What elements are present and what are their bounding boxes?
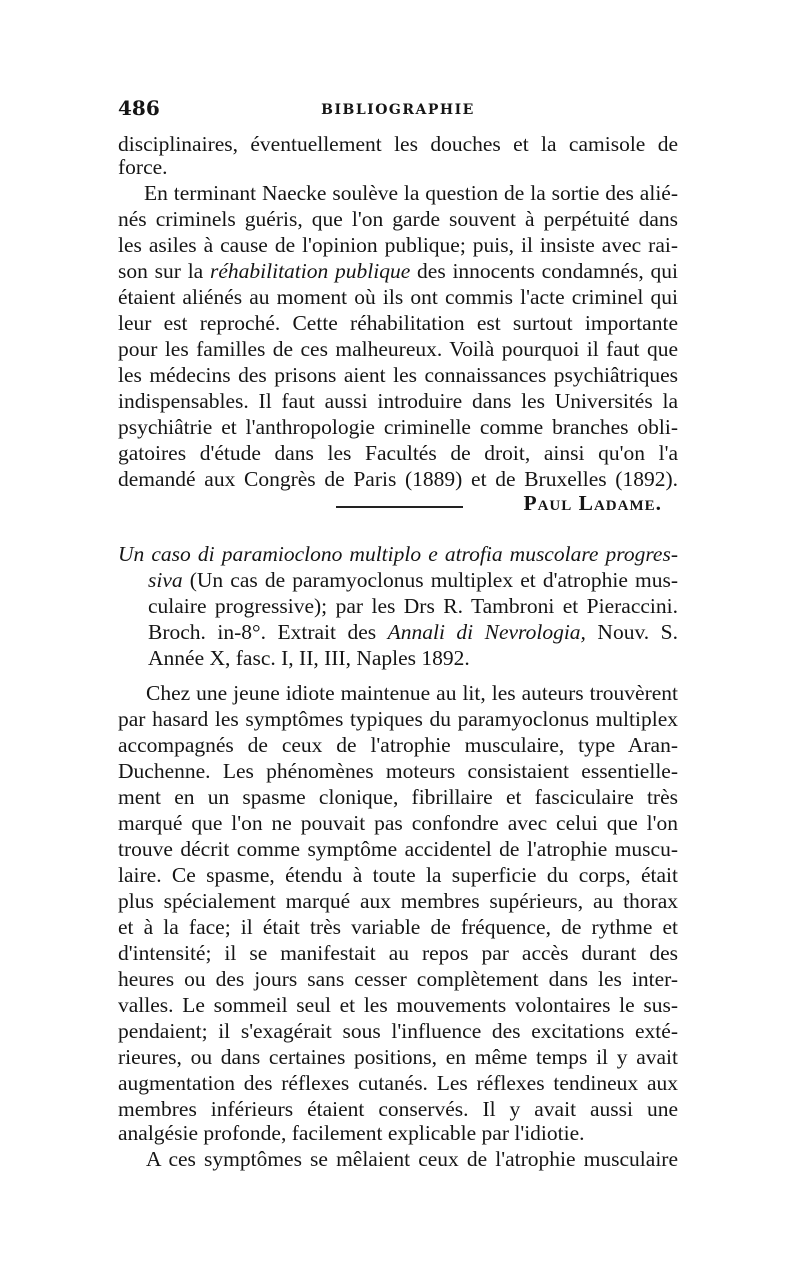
text-line: leur est reproché. Cette réhabilitation est surtout importante	[118, 311, 678, 335]
citation-line: Année X, fasc. I, II, III, Naples 1892.	[148, 646, 470, 670]
text-line: disciplinaires, éventuellement les douches et la camisole de	[118, 132, 678, 156]
text-line: trouve décrit comme symptôme accidentel de l'atrophie muscu-	[118, 837, 678, 861]
text-segment: son sur la	[118, 259, 210, 283]
citation-line	[148, 567, 678, 593]
text-line: les médecins des prisons aient les connaissances psychiâtriques	[118, 363, 678, 387]
text-line: rieures, ou dans certaines positions, en même temps il y avait	[118, 1045, 678, 1069]
text-segment: Nouv. S.	[585, 620, 678, 644]
journal-title: Annali di Nevrologia,	[387, 620, 586, 644]
text-line: valles. Le sommeil seul et les mouvements volontaires le sus-	[118, 993, 678, 1017]
text-line: demandé aux Congrès de Paris (1889) et de Bruxelles (1892).	[118, 467, 678, 491]
text-line: nés criminels guéris, que l'on garde souvent à perpétuité dans	[118, 207, 678, 231]
page-number: 486	[118, 96, 160, 120]
text-line: ment en un spasme clonique, fibrillaire et fasciculaire très	[118, 785, 678, 809]
text-line	[118, 258, 678, 284]
text-line: heures ou des jours sans cesser complètement dans les inter-	[118, 967, 678, 991]
text-line: pour les familles de ces malheureux. Voilà pourquoi il faut que	[118, 337, 678, 361]
citation-title: siva	[148, 568, 183, 592]
author-signature: Paul Ladame.	[523, 491, 662, 515]
text-line: indispensables. Il faut aussi introduire dans les Universités la	[118, 389, 678, 413]
text-line: Duchenne. Les phénomènes moteurs consistaient essentielle-	[118, 759, 678, 783]
text-line: étaient aliénés au moment où ils ont commis l'acte criminel qui	[118, 285, 678, 309]
page-header	[118, 96, 678, 126]
citation-line: culaire progressive); par les Drs R. Tambroni et Pieraccini.	[148, 594, 678, 618]
text-line: plus spécialement marqué aux membres supérieurs, au thorax	[118, 889, 678, 913]
text-segment: (Un cas de paramyoclonus multiplex et d'atrophie mus-	[182, 568, 678, 592]
running-title: BIBLIOGRAPHIE	[321, 102, 475, 118]
text-line: marqué que l'on ne pouvait pas confondre avec celui que l'on	[118, 811, 678, 835]
text-line: par hasard les symptômes typiques du paramyoclonus multiplex	[118, 707, 678, 731]
text-segment: Broch. in-8°. Extrait des	[148, 620, 388, 644]
text-line: membres inférieurs étaient conservés. Il y avait aussi une	[118, 1097, 678, 1121]
text-line: laire. Ce spasme, étendu à toute la superficie du corps, était	[118, 863, 678, 887]
text-segment: des innocents condamnés, qui	[410, 259, 678, 283]
text-line: force.	[118, 155, 168, 179]
citation-line	[118, 541, 678, 567]
text-line: les asiles à cause de l'opinion publique; puis, il insiste avec rai-	[118, 233, 678, 257]
text-line: analgésie profonde, facilement explicable par l'idiotie.	[118, 1121, 585, 1145]
text-line: pendaient; il s'exagérait sous l'influence des excitations exté-	[118, 1019, 678, 1043]
citation-title: Un caso di paramioclono multiplo e atrofia muscolare progres-	[118, 542, 678, 566]
citation-line	[148, 619, 678, 645]
text-line: gatoires d'étude dans les Facultés de droit, ainsi qu'on l'a	[118, 441, 678, 465]
text-line: A ces symptômes se mêlaient ceux de l'atrophie musculaire	[146, 1147, 678, 1171]
text-line: psychiâtrie et l'anthropologie criminelle comme branches obli-	[118, 415, 678, 439]
text-line: accompagnés de ceux de l'atrophie musculaire, type Aran-	[118, 733, 678, 757]
text-line: d'intensité; il se manifestait au repos par accès durant des	[118, 941, 678, 965]
emphasis-text: réhabilitation publique	[209, 259, 411, 283]
text-line: Chez une jeune idiote maintenue au lit, les auteurs trouvèrent	[146, 681, 678, 705]
text-line: En terminant Naecke soulève la question de la sortie des alié-	[144, 181, 678, 205]
text-line: augmentation des réflexes cutanés. Les réflexes tendineux aux	[118, 1071, 678, 1095]
text-line: et à la face; il était très variable de fréquence, de rythme et	[118, 915, 678, 939]
section-divider	[336, 506, 463, 508]
